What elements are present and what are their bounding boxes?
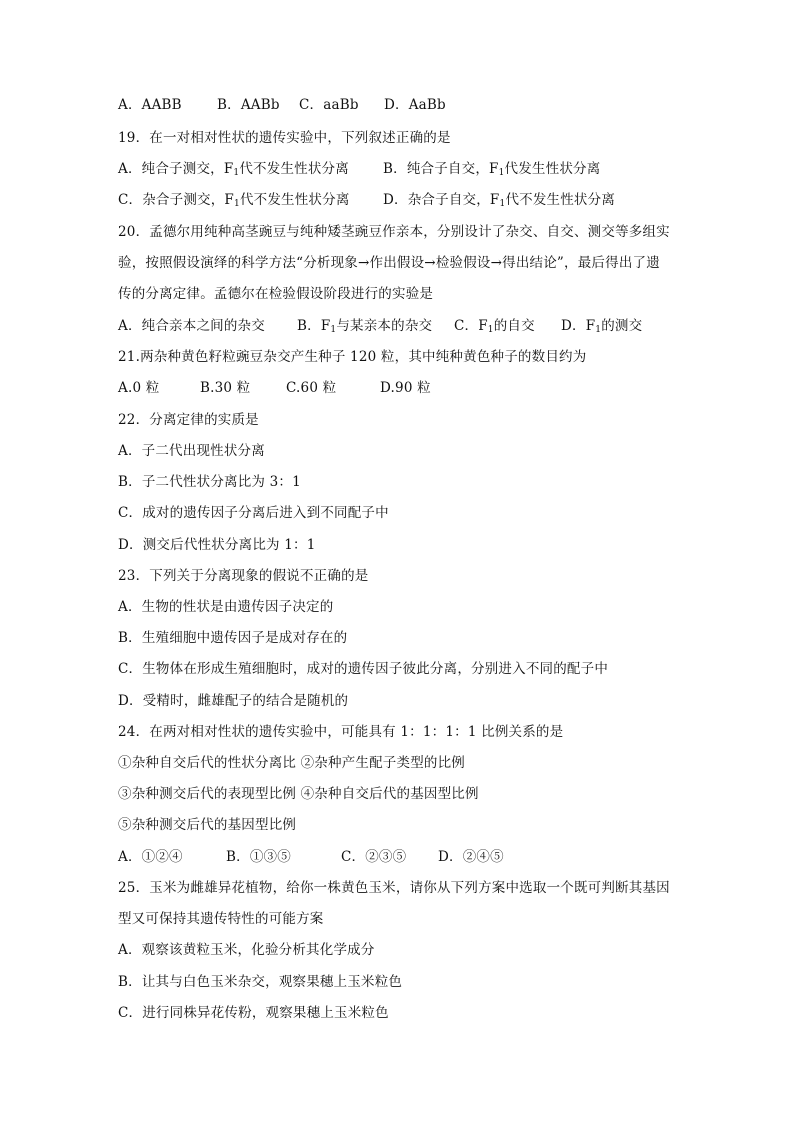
q23-option-b: B．生殖细胞中遗传因子是成对存在的 bbox=[118, 630, 348, 646]
q18-options bbox=[118, 95, 446, 115]
q20-option-b: B．$F_1$与某亲本的杂交 bbox=[297, 318, 433, 335]
q19-option-a: A．纯合子测交，$F_1$代不发生性状分离 bbox=[118, 161, 349, 178]
q21-option-d: D.90 粒 bbox=[380, 380, 431, 396]
q24-option-d: D．②④⑤ bbox=[438, 849, 504, 865]
q21-stem: 21.两杂种黄色籽粒豌豆杂交产生种子 120 粒，其中纯种黄色种子的数目约为 bbox=[118, 349, 587, 365]
q20-stem-line2: 验，按照假设演绎的科学方法“分析现象→作出假设→检验假设→得出结论”，最后得出了遗 bbox=[118, 255, 660, 271]
q23-option-a: A．生物的性状是由遗传因子决定的 bbox=[118, 599, 334, 615]
q20-option-c: C．$F_1$的自交 bbox=[454, 318, 535, 335]
q22-option-a: A．子二代出现性状分离 bbox=[118, 443, 265, 459]
q25-stem-line1: 25．玉米为雌雄异花植物，给你一株黄色玉米，请你从下列方案中选取一个既可判断其基因 bbox=[118, 880, 670, 896]
q19-stem: 19．在一对相对性状的遗传实验中，下列叙述正确的是 bbox=[118, 130, 451, 146]
q23-stem: 23．下列关于分离现象的假说不正确的是 bbox=[118, 568, 369, 584]
q20-option-a: A．纯合亲本之间的杂交 bbox=[118, 318, 265, 334]
q25-option-c: C．进行同株异花传粉，观察果穗上玉米粒色 bbox=[118, 1005, 389, 1021]
q19-option-d: D．杂合子自交，$F_1$代不发生性状分离 bbox=[383, 192, 616, 209]
q25-option-a: A．观察该黄粒玉米，化验分析其化学成分 bbox=[118, 942, 375, 958]
q24-option-c: C．②③⑤ bbox=[341, 849, 407, 865]
q20-stem-line3: 传的分离定律。孟德尔在检验假设阶段进行的实验是 bbox=[118, 286, 434, 302]
q24-options bbox=[118, 847, 504, 867]
q22-option-d: D．测交后代性状分离比为 1：1 bbox=[118, 537, 316, 553]
q20-option-d: D．$F_1$的测交 bbox=[561, 318, 643, 335]
q18-option-c: C．aaBb bbox=[299, 97, 359, 113]
q21-options bbox=[118, 378, 431, 398]
q24-item-5: ⑤杂种测交后代的基因型比例 bbox=[118, 817, 297, 833]
q19-option-c: C．杂合子测交，$F_1$代不发生性状分离 bbox=[118, 192, 350, 209]
q21-option-c: C.60 粒 bbox=[286, 380, 337, 396]
q25-stem-line2: 型又可保持其遗传特性的可能方案 bbox=[118, 911, 324, 927]
q21-option-b: B.30 粒 bbox=[200, 380, 251, 396]
q22-stem: 22．分离定律的实质是 bbox=[118, 412, 259, 428]
q22-option-c: C．成对的遗传因子分离后进入到不同配子中 bbox=[118, 505, 389, 521]
q24-items-3-4: ③杂种测交后代的表现型比例 ④杂种自交后代的基因型比例 bbox=[118, 786, 479, 802]
q19-option-b: B．纯合子自交，$F_1$代发生性状分离 bbox=[383, 161, 601, 178]
q21-option-a: A.0 粒 bbox=[118, 380, 160, 396]
q24-stem: 24．在两对相对性状的遗传实验中，可能具有 1：1：1：1 比例关系的是 bbox=[118, 724, 564, 740]
q18-option-d: D．AaBb bbox=[384, 97, 446, 113]
q24-items-1-2: ①杂种自交后代的性状分离比 ②杂种产生配子类型的比例 bbox=[118, 755, 465, 771]
q24-option-a: A．①②④ bbox=[118, 849, 183, 865]
q20-stem-line1: 20．孟德尔用纯种高茎豌豆与纯种矮茎豌豆作亲本，分别设计了杂交、自交、测交等多组实 bbox=[118, 224, 670, 240]
q20-options bbox=[118, 316, 642, 336]
q24-option-b: B．①③⑤ bbox=[226, 849, 291, 865]
q19-options-ab bbox=[118, 159, 600, 179]
q23-option-c: C．生物体在形成生殖细胞时，成对的遗传因子彼此分离，分别进入不同的配子中 bbox=[118, 661, 609, 677]
q23-option-d: D．受精时，雌雄配子的结合是随机的 bbox=[118, 693, 349, 709]
q18-option-a: A．AABB bbox=[118, 97, 182, 113]
q19-options-cd bbox=[118, 190, 615, 210]
q18-option-b: B．AABb bbox=[217, 97, 280, 113]
q25-option-b: B．让其与白色玉米杂交，观察果穗上玉米粒色 bbox=[118, 974, 403, 990]
q22-option-b: B．子二代性状分离比为 3：1 bbox=[118, 474, 301, 490]
